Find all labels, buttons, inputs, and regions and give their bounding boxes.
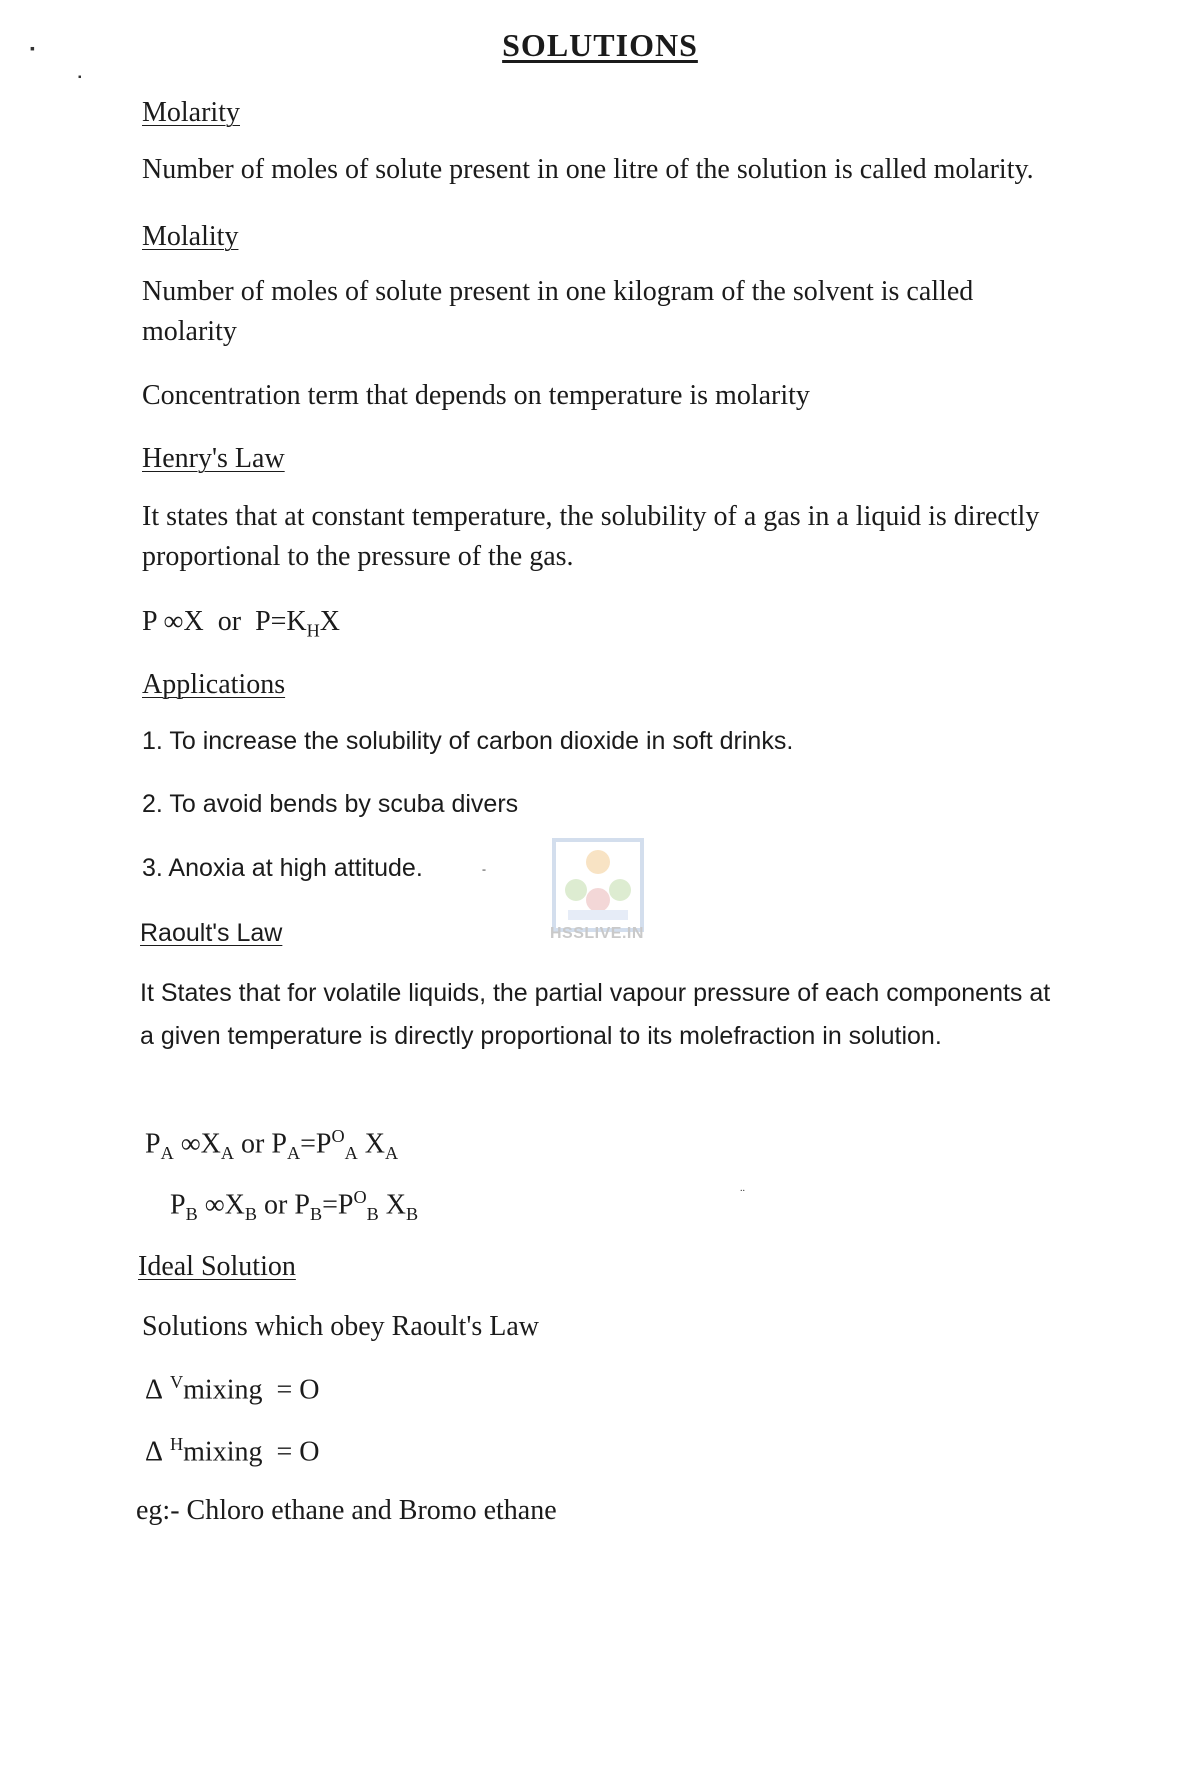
- delta-v-mixing: Δ $^V$mixing = O: [145, 1372, 320, 1406]
- raoult-formula-b: $P_B$ $\infty X_B$ or $P_B=P^O_B$ $X_B$: [170, 1187, 419, 1224]
- application-item-2: 2. To avoid bends by scuba divers: [142, 790, 519, 818]
- henrys-law-formula: P ∞X or $P=K_HX$: [142, 606, 341, 641]
- application-item-1: 1. To increase the solubility of carbon dioxide in soft drinks.: [142, 727, 794, 755]
- ideal-solution-example: eg:- Chloro ethane and Bromo ethane: [136, 1495, 557, 1526]
- delta-h-mixing: Δ $^H$mixing = O: [145, 1434, 320, 1468]
- application-item-3: 3. Anoxia at high attitude.: [142, 854, 423, 882]
- heading-raoults-law: Raoult's Law: [140, 919, 283, 947]
- page-title: SOLUTIONS: [502, 27, 698, 63]
- raoult-formula-a: $P_A$ $\infty X_A$ or $P_A=P^O_A$ $X_A$: [145, 1126, 399, 1163]
- heading-ideal-solution: Ideal Solution: [138, 1251, 296, 1282]
- ideal-solution-definition: Solutions which obey Raoult's Law: [142, 1311, 540, 1342]
- scan-mark: -: [482, 862, 486, 876]
- molality-definition: Number of moles of solute present in one kilogram of the solvent is called molarity: [142, 276, 974, 347]
- heading-molality: Molality: [142, 221, 239, 252]
- scan-mark: ..: [740, 1183, 745, 1194]
- scan-mark: ▪: [78, 72, 82, 83]
- heading-molarity: Molarity: [142, 97, 240, 128]
- raoults-law-statement: It States that for volatile liquids, the partial vapour pressure of each components at a given temperature is directly proportional to its molefraction in solution.: [140, 979, 1051, 1050]
- heading-applications: Applications: [142, 669, 286, 700]
- molarity-definition: Number of moles of solute present in one litre of the solution is called molarity.: [142, 154, 1034, 185]
- heading-henrys-law: Henry's Law: [142, 443, 285, 474]
- molality-note: Concentration term that depends on temperature is molarity: [142, 380, 810, 411]
- watermark-label: HSSLIVE.IN: [550, 925, 644, 942]
- henrys-law-statement: It states that at constant temperature, the solubility of a gas in a liquid is directly proportional to the pressure of the gas.: [142, 501, 1040, 572]
- scan-mark: ▪: [30, 42, 35, 57]
